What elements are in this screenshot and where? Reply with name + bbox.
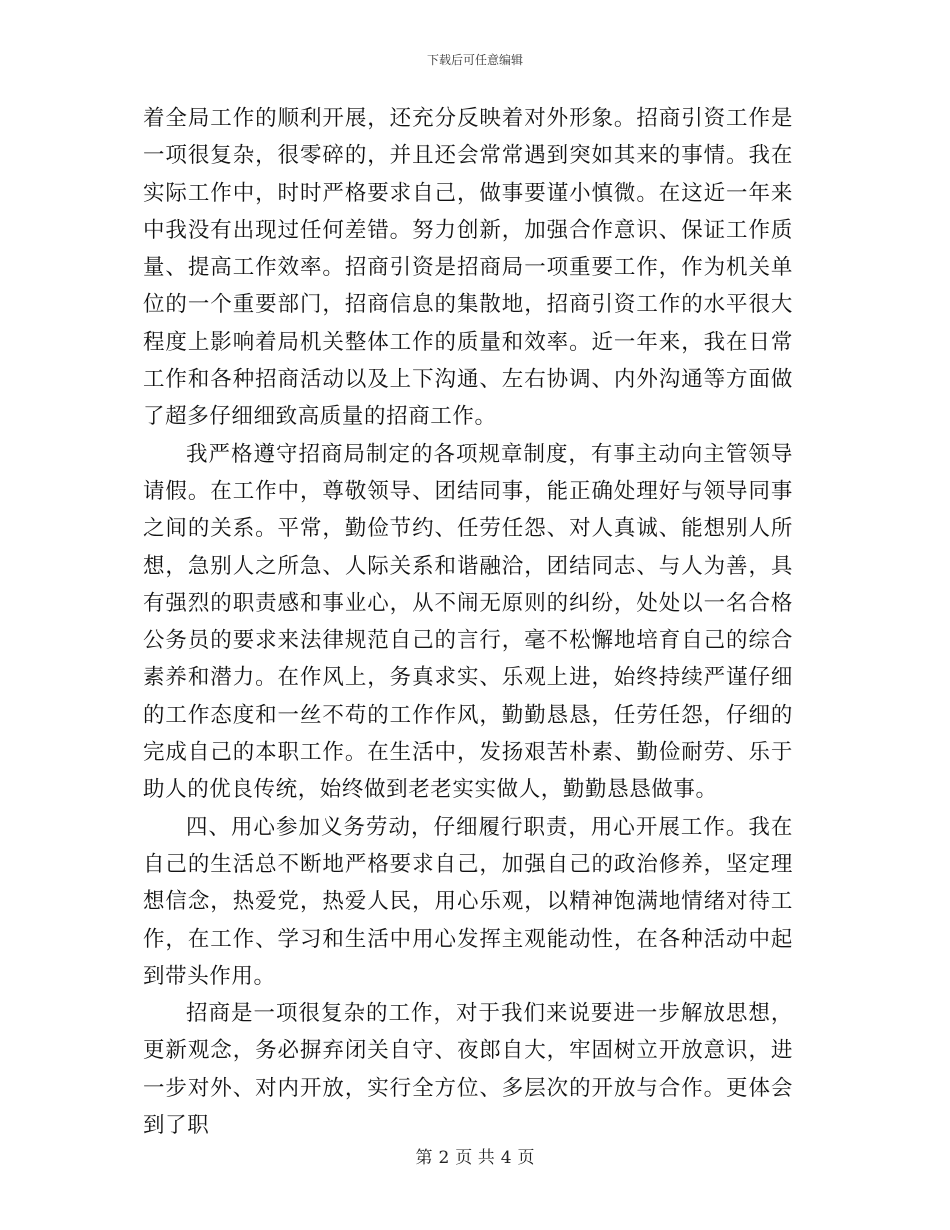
footer-suffix: 页	[517, 1148, 535, 1168]
body-paragraph-3: 四、用心参加义务劳动，仔细履行职责，用心开展工作。我在自己的生活总不断地严格要求自己，加强自己的政治修养，坚定理想信念，热爱党，热爱人民，用心乐观，以精神饱满地情绪对待工作，在工作、学习和生活中用心发挥主观能动性，在各种活动中起到带头作用。	[143, 814, 793, 989]
footer-total-pages: 4	[500, 1148, 512, 1168]
body-paragraph-2: 我严格遵守招商局制定的各项规章制度，有事主动向主管领导请假。在工作中，尊敬领导、团结同事，能正确处理好与领导同事之间的关系。平常，勤俭节约、任劳任怨、对人真诚、能想别人所想，急别人之所急、人际关系和谐融洽，团结同志、与人为善，具有强烈的职责感和事业心，从不闹无原则的纠纷，处处以一名合格公务员的要求来法律规范自己的言行，毫不松懈地培育自己的综合素养和潜力。在作风上，务真求实、乐观上进，始终持续严谨仔细的工作态度和一丝不苟的工作作风，勤勤恳恳，任劳任怨，仔细的完成自己的本职工作。在生活中，发扬艰苦朴素、勤俭耐劳、乐于助人的优良传统，始终做到老老实实做人，勤勤恳恳做事。	[143, 441, 793, 803]
document-body	[143, 100, 793, 1144]
page-header-note: 下载后可任意编辑	[426, 53, 523, 67]
footer-prefix: 第	[415, 1148, 433, 1168]
body-paragraph-4: 招商是一项很复杂的工作，对于我们来说要进一步解放思想，更新观念，务必摒弃闭关自守、夜郎自大，牢固树立开放意识，进一步对外、对内开放，实行全方位、多层次的开放与合作。更体会到了职	[143, 1001, 793, 1139]
body-paragraph-1: 着全局工作的顺利开展，还充分反映着对外形象。招商引资工作是一项很复杂，很零碎的，并且还会常常遇到突如其来的事情。我在实际工作中，时时严格要求自己，做事要谨小慎微。在这近一年来中我没有出现过任何差错。努力创新，加强合作意识、保证工作质量、提高工作效率。招商引资是招商局一项重要工作，作为机关单位的一个重要部门，招商信息的集散地，招商引资工作的水平很大程度上影响着局机关整体工作的质量和效率。近一年来，我在日常工作和各种招商活动以及上下沟通、左右协调、内外沟通等方面做了超多仔细细致高质量的招商工作。	[143, 106, 793, 430]
footer-current-page: 2	[438, 1148, 450, 1168]
footer-middle: 页 共	[455, 1148, 495, 1168]
page-footer	[0, 1147, 950, 1169]
